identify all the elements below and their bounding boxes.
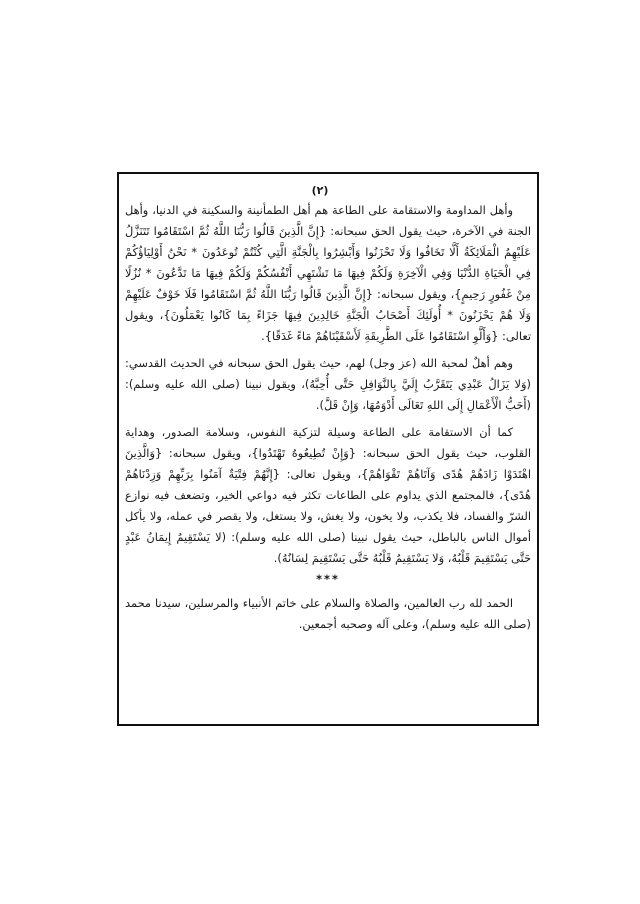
- page-number: (٢): [311, 184, 329, 197]
- paragraph-purification: كما أن الاستقامة على الطاعة وسيلة لتزكية النفوس، وسلامة الصدور، وهداية القلوب، حيث يقول الحق سبحانه: {وَإِنْ تُطِيعُوهُ تَهْتَدُوا}، ويقول سبحانه: {وَالَّذِينَ اهْتَدَوْا زَادَهُمْ هُدًى وَآتَاهُمْ تَقْوَاهُمْ}، ويقول تعالى: {إِنَّهُمْ فِتْيَةٌ آمَنُوا بِرَبِّهِمْ وَزِدْنَاهُمْ هُدًى}، فالمجتمع الذي يداوم على الطاعات تكثر فيه دواعي الخير، وتضعف فيه نوازع الشرّ والفساد، فلا يكذب، ولا يخون، ولا يغش، ولا يستغل، ولا يقصر في عمله، ولا يأكل أموال الناس بالباطل، حيث يقول نبينا (صلى الله عليه وسلم): (لا يَسْتَقِيمُ إِيمَانُ عَبْدٍ حَتَّى يَسْتَقِيمَ قَلْبُهُ، وَلا يَسْتَقِيمُ قَلْبُهُ حَتَّى يَسْتَقِيمَ لِسَانُهُ).: [125, 425, 531, 565]
- document-body: [125, 200, 531, 641]
- paragraph-love-of-god: وهم أهلٌ لمحبة الله (عز وجل) لهم، حيث يقول الحق سبحانه في الحديث القدسي: (وَلا يَزَالُ عَبْدِي يَتَقَرَّبُ إِلَيَّ بِالنَّوَافِلِ حَتَّى أُحِبَّهُ)، ويقول نبينا (صلى الله عليه وسلم): (أَحَبُّ الْأَعْمَالِ إِلَى اللهِ تَعَالَى أَدْوَمُهَا، وَإِنْ قَلَّ).: [125, 356, 531, 412]
- paragraph-perseverance-reward: وأهل المداومة والاستقامة على الطاعة هم أهل الطمأنينة والسكينة في الدنيا، وأهل الجنة في الآخرة، حيث يقول الحق سبحانه: {إِنَّ الَّذِينَ قَالُوا رَبُّنَا اللَّهُ ثُمَّ اسْتَقَامُوا تَتَنَزَّلُ عَلَيْهِمُ الْمَلَائِكَةُ أَلَّا تَخَافُوا وَلَا تَحْزَنُوا وَأَبْشِرُوا بِالْجَنَّةِ الَّتِي كُنْتُمْ تُوعَدُونَ * نَحْنُ أَوْلِيَاؤُكُمْ فِي الْحَيَاةِ الدُّنْيَا وَفِي الْآخِرَةِ وَلَكُمْ فِيهَا مَا تَشْتَهِي أَنْفُسُكُمْ وَلَكُمْ فِيهَا مَا تَدَّعُونَ * نُزُلًا مِنْ غَفُورٍ رَحِيمٍ}، ويقول سبحانه: {إِنَّ الَّذِينَ قَالُوا رَبُّنَا اللَّهُ ثُمَّ اسْتَقَامُوا فَلَا خَوْفٌ عَلَيْهِمْ وَلَا هُمْ يَحْزَنُونَ * أُولَئِكَ أَصْحَابُ الْجَنَّةِ خَالِدِينَ فِيهَا جَزَاءً بِمَا كَانُوا يَعْمَلُونَ}، ويقول تعالى: {وَأَلَّوِ اسْتَقَامُوا عَلَى الطَّرِيقَةِ لَأَسْقَيْنَاهُمْ مَاءً غَدَقًا}.: [125, 203, 531, 343]
- closing-prayer: الحمد لله رب العالمين، والصلاة والسلام على خاتم الأنبياء والمرسلين، سيدنا محمد (صلى الله عليه وسلم)، وعلى آله وصحبه أجمعين.: [125, 596, 531, 631]
- section-separator: ***: [316, 572, 340, 586]
